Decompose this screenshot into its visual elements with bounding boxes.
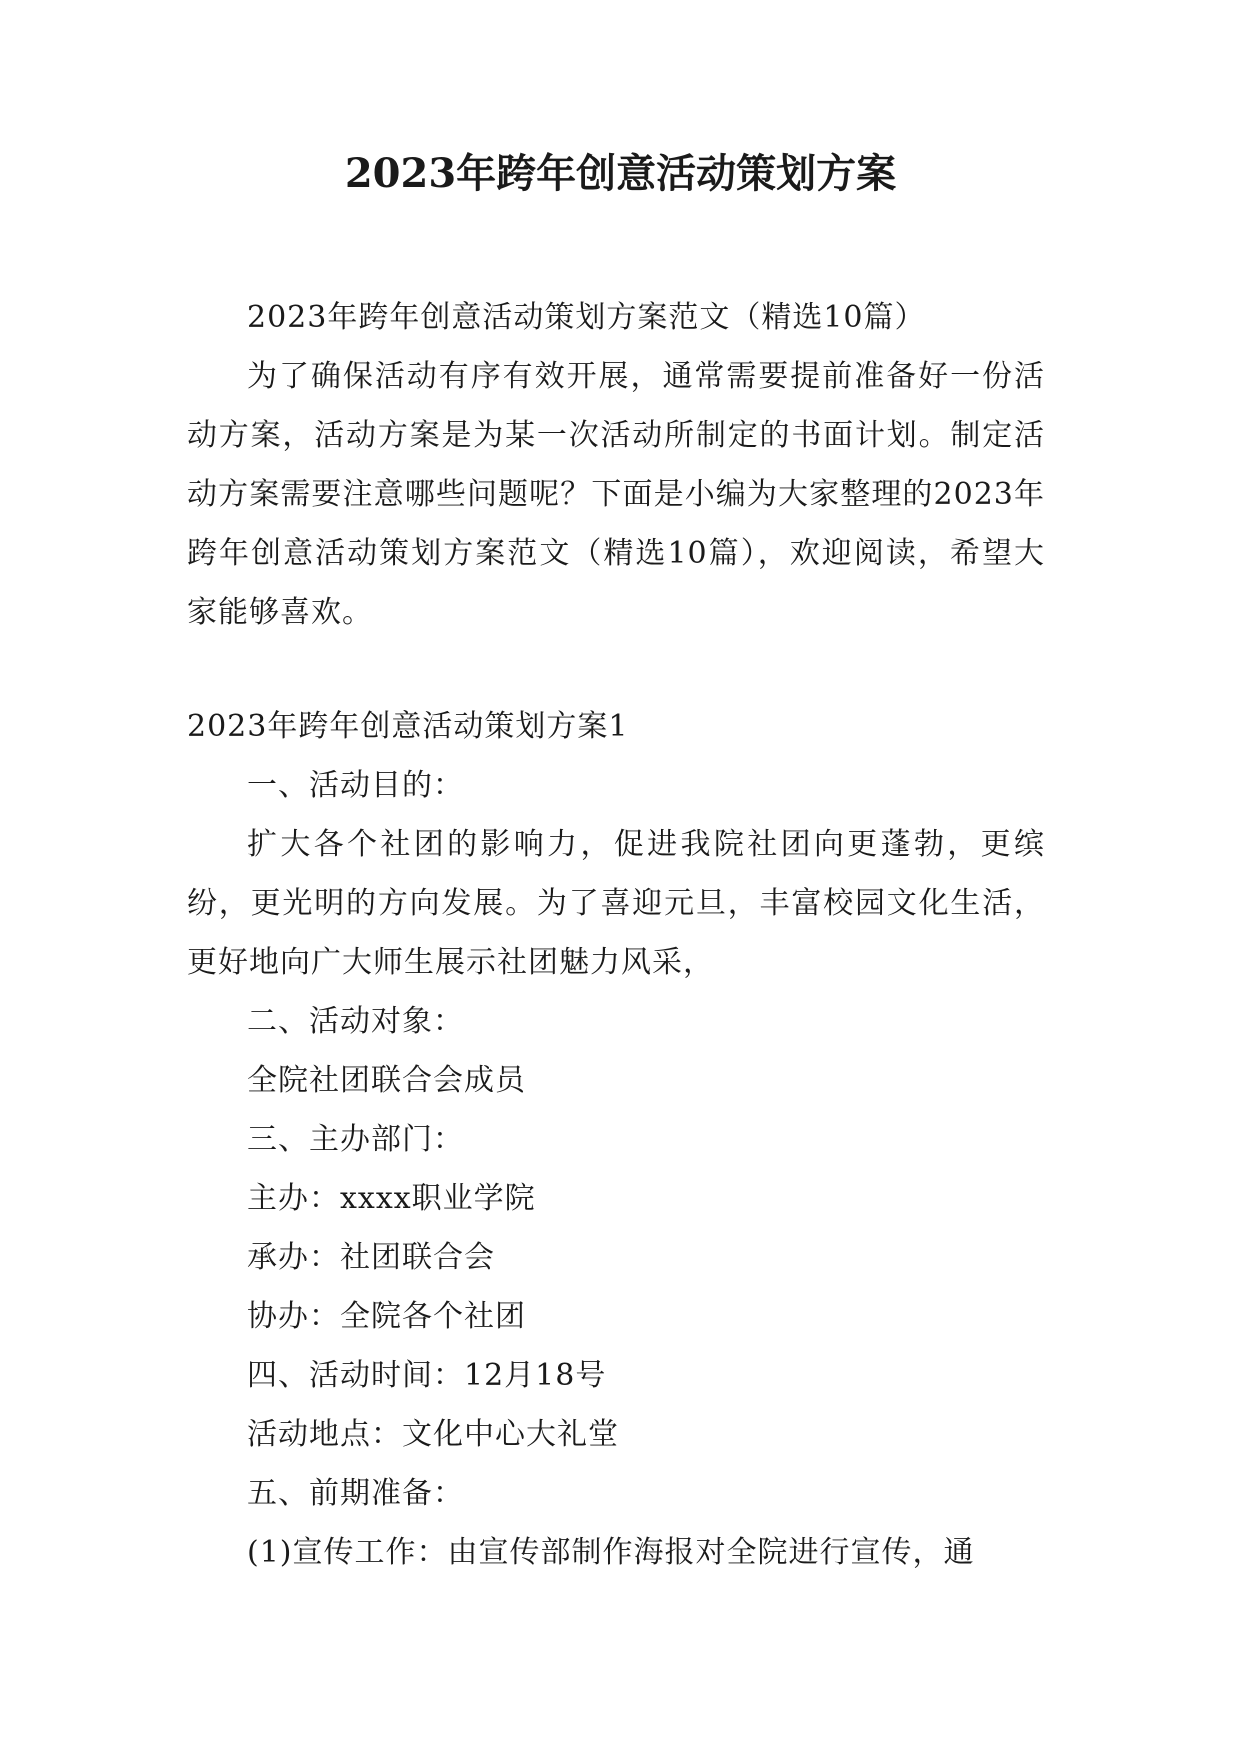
assistant-line: 协办：全院各个社团 [247, 1299, 526, 1334]
host-line: 主办：xxxx职业学院 [247, 1181, 536, 1216]
document-title: 2023年跨年创意活动策划方案 [344, 150, 897, 197]
intro-subtitle: 2023年跨年创意活动策划方案范文（精选10篇） [247, 300, 926, 335]
intro-block [187, 288, 1045, 642]
location-line: 活动地点：文化中心大礼堂 [247, 1417, 619, 1452]
section-heading: 2023年跨年创意活动策划方案1 [187, 709, 629, 744]
intro-paragraph: 为了确保活动有序有效开展，通常需要提前准备好一份活动方案，活动方案是为某一次活动所制定的书面计划。制定活动方案需要注意哪些问题呢？下面是小编为大家整理的2023年跨年创意活动策划方案范文（精选10篇），欢迎阅读，希望大家能够喜欢。 [187, 359, 1045, 630]
purpose-text: 扩大各个社团的影响力，促进我院社团向更蓬勃，更缤纷，更光明的方向发展。为了喜迎元旦，丰富校园文化生活，更好地向广大师生展示社团魅力风采， [187, 827, 1045, 980]
purpose-heading: 一、活动目的： [247, 768, 464, 803]
undertaker-line: 承办：社团联合会 [247, 1240, 495, 1275]
prep-heading: 五、前期准备： [247, 1476, 464, 1511]
audience-heading: 二、活动对象： [247, 1004, 464, 1039]
audience-text: 全院社团联合会成员 [247, 1063, 526, 1098]
organizer-heading: 三、主办部门： [247, 1122, 464, 1157]
time-line: 四、活动时间：12月18号 [247, 1358, 607, 1393]
section-1 [187, 697, 1045, 1582]
prep-text: (1)宣传工作：由宣传部制作海报对全院进行宣传，通 [247, 1535, 975, 1570]
